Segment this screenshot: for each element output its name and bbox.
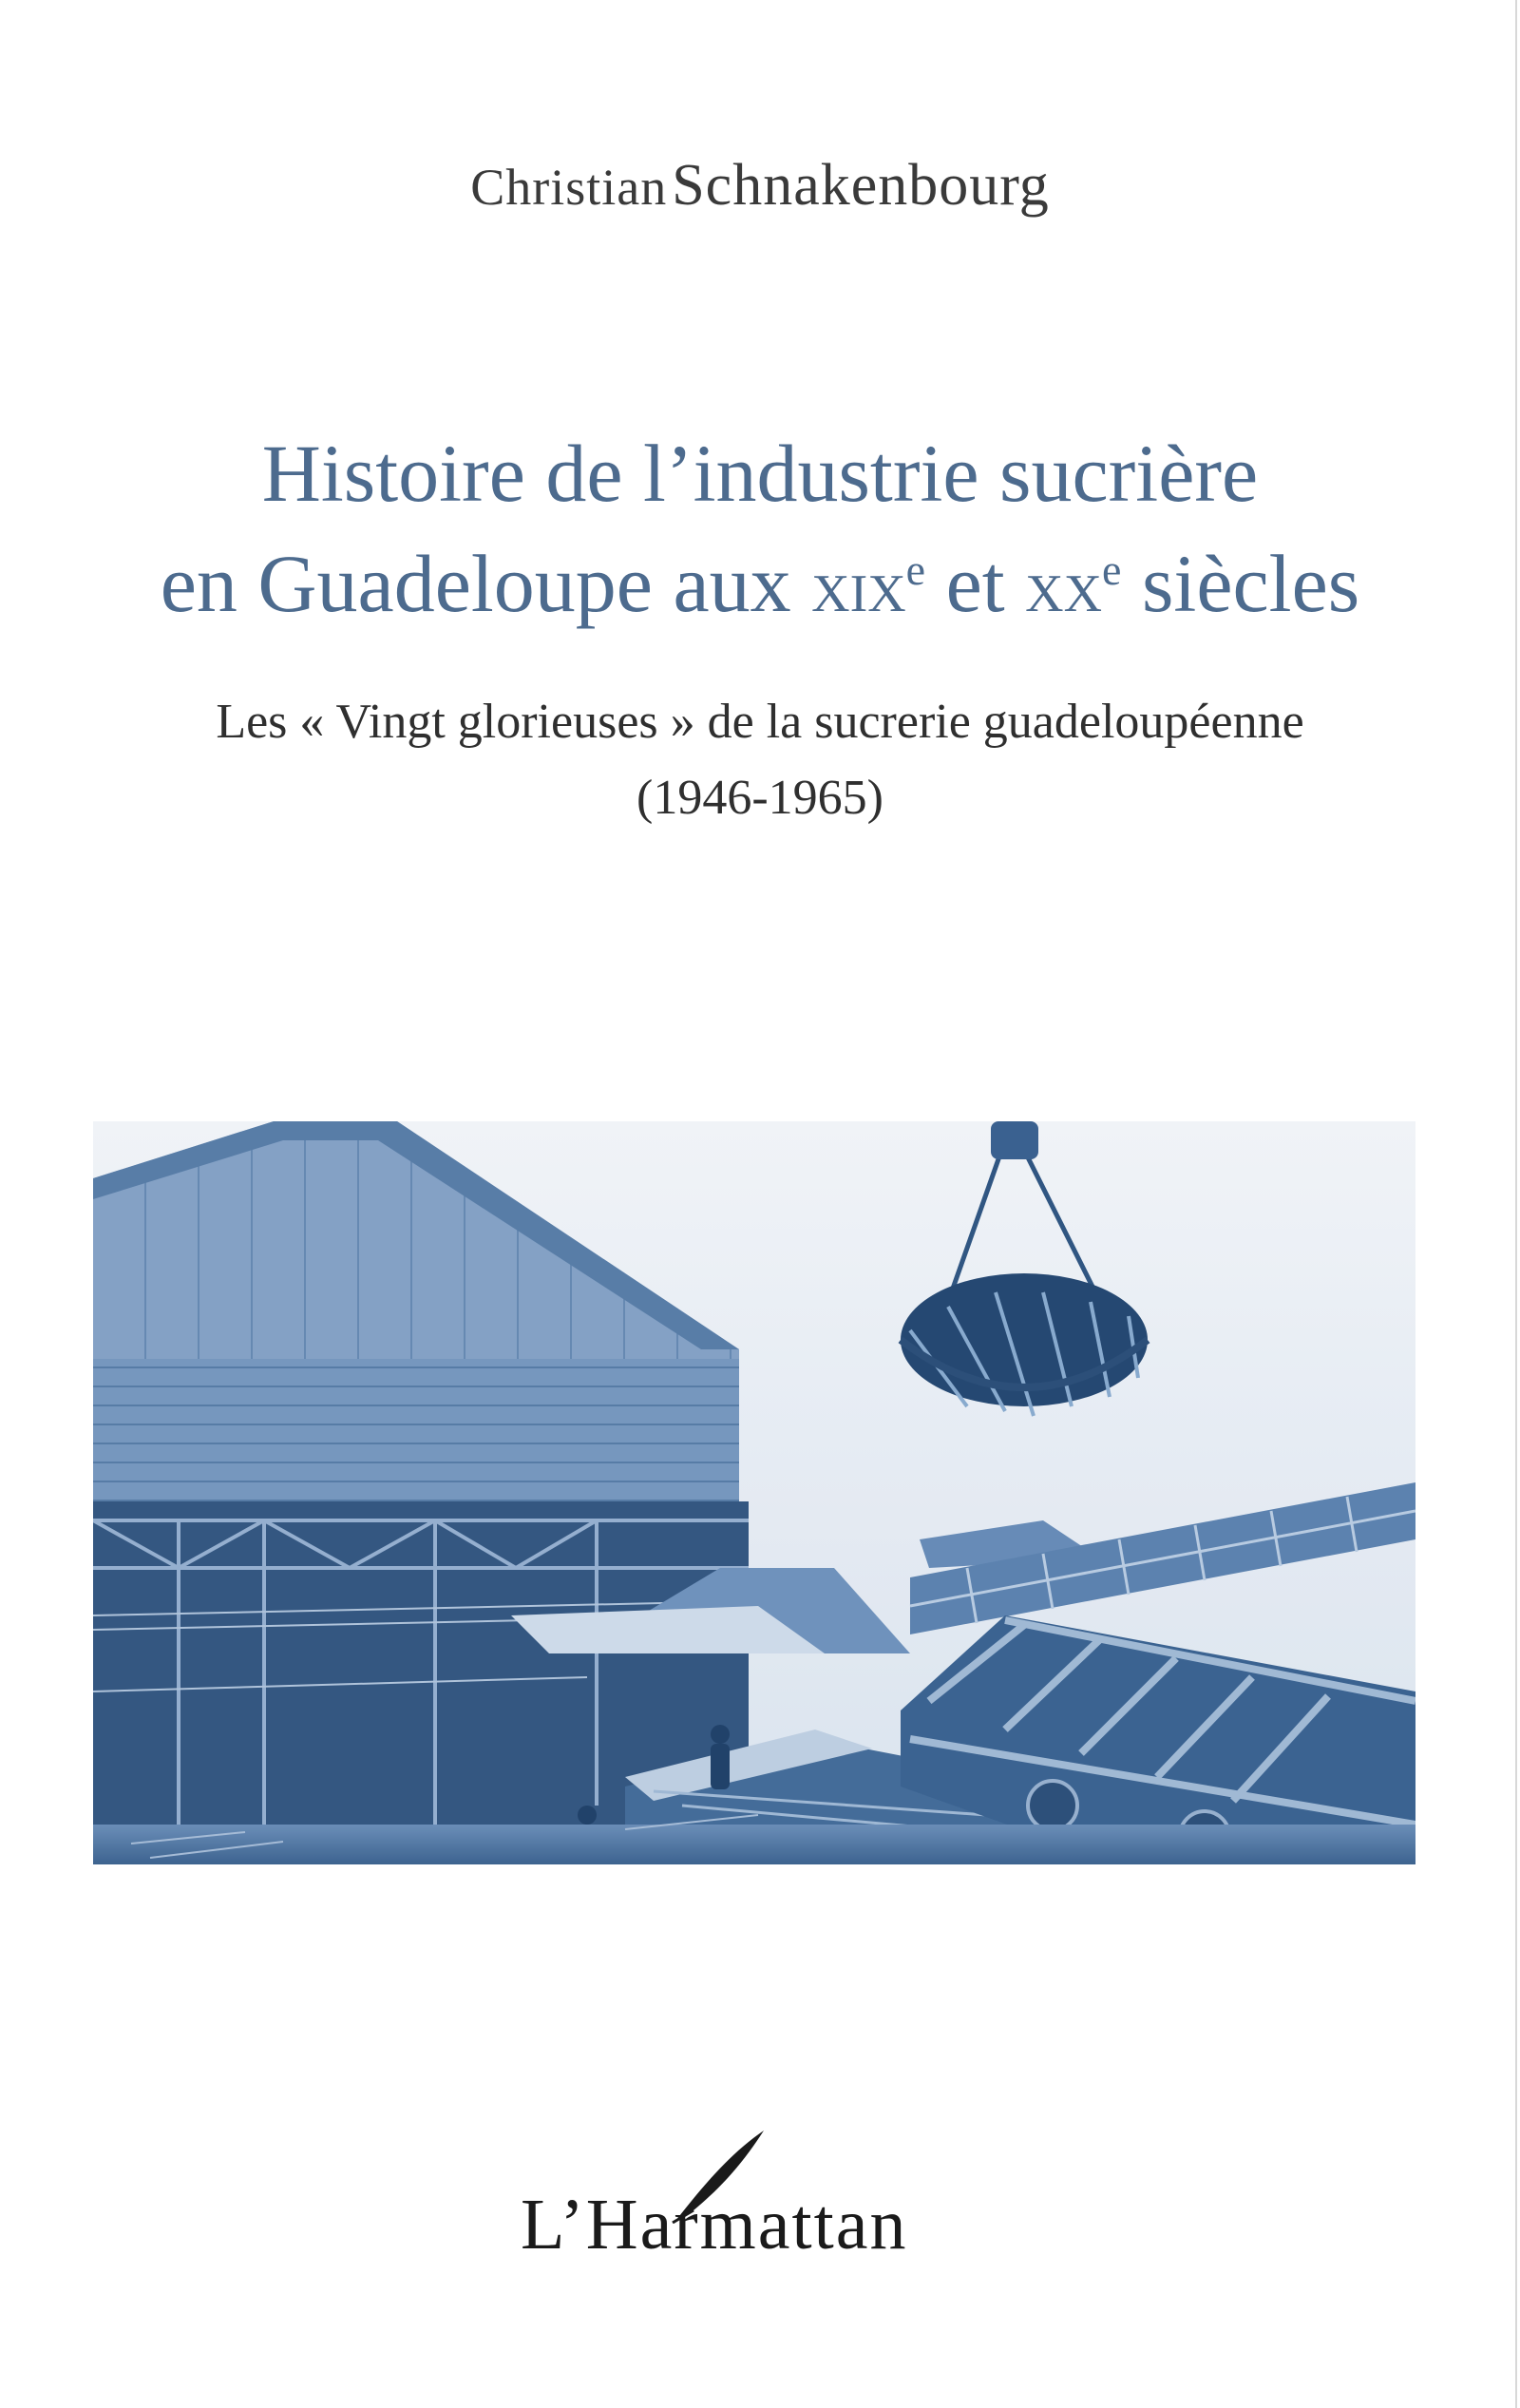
- publisher-name: L’Harmattan: [521, 2185, 908, 2265]
- title-line-2-start: en Guadeloupe aux: [160, 538, 812, 629]
- subtitle-line-1: Les « Vingt glorieuses » de la sucrerie guadeloupéenne: [216, 695, 1304, 749]
- title-century-19: xix: [811, 545, 906, 628]
- author-first-name: Christian: [470, 159, 668, 216]
- book-title: [0, 418, 1520, 641]
- title-line-2-end: siècles: [1121, 538, 1360, 629]
- author-name: [0, 152, 1520, 220]
- title-century-20: xx: [1025, 545, 1103, 628]
- cover-edge-line: [1515, 0, 1517, 2408]
- book-subtitle: [0, 684, 1520, 836]
- title-line-1: Histoire de l’industrie sucrière: [261, 428, 1259, 519]
- title-middle: et: [925, 538, 1026, 629]
- title-century-19-sup: e: [905, 545, 926, 594]
- publisher-logo: [0, 2129, 1520, 2271]
- author-last-name: Schnakenbourg: [672, 153, 1050, 218]
- title-century-20-sup: e: [1102, 545, 1122, 594]
- subtitle-dates: (1946-1965): [636, 771, 884, 825]
- sugar-factory-photo: [93, 1121, 1416, 1864]
- title-line-2: [0, 528, 1520, 641]
